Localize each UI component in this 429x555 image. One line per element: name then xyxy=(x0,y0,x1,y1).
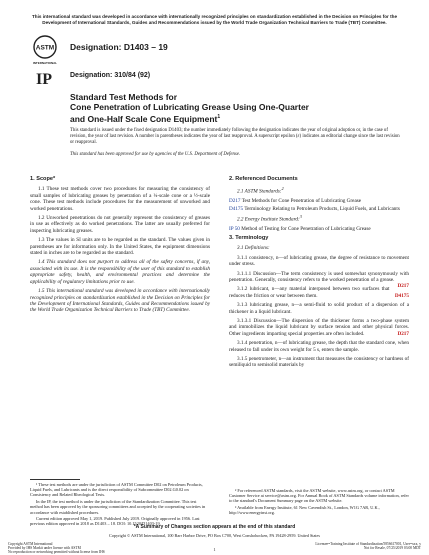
reference-link-ip50[interactable]: IP 50 xyxy=(229,225,240,232)
paragraph-1-5: 1.5 This international standard was developed in accordance with internationally recognized principles on standardization established in the Decision on Principles for the Development of International Standards, Guides and Recommendations issued by the World Trade Organization Technical Barriers to Trade (TBT) Committee. xyxy=(30,288,210,314)
scope-heading: 1. Scope* xyxy=(30,176,56,182)
title-line-1: Standard Test Methods for xyxy=(70,92,178,102)
svg-text:ASTM: ASTM xyxy=(35,44,55,52)
dod-note: This standard has been approved for use by agencies of the U.S. Department of Defense. xyxy=(70,152,241,157)
paragraph-3-1: 3.1 Definitions: xyxy=(237,245,270,252)
paragraph-3-1-1: 3.1.1 consistency, n—of lubricating grease, the degree of resistance to movement under stress. xyxy=(229,254,409,268)
license-right: Licensee=Training Institute of Standardization/5856617001, User=xxx, y Not for Resale, 07/25/2019 03:00 MDT xyxy=(315,542,421,551)
terminology-heading: 3. Terminology xyxy=(229,234,269,241)
svg-text:IP: IP xyxy=(36,71,52,88)
footnote-1b: In the IP, the test method is under the jurisdiction of the Standardization Committee. This test method has been approved by the sponsoring committees and accepted by the cooperating societies in accordance with established procedures. xyxy=(30,499,206,515)
source-flag-d217-2[interactable]: D217 xyxy=(397,330,409,337)
designation-ip: Designation: 310/84 (92) xyxy=(70,72,151,79)
license-left: Copyright ASTM International Provided by IHS Markit under license with ASTM No reproduction or networking permitted without license from IHS xyxy=(8,542,105,555)
reference-d4175: D4175 Terminology Relating to Petroleum Products, Liquid Fuels, and Lubricants xyxy=(229,205,400,212)
energy-institute-heading: 2.2 Energy Institute Standard:$^3$ xyxy=(237,214,302,224)
paragraph-3-1-1-1: 3.1.1.1 Discussion—The term consistency is used somewhat synonymously with penetration. Generally, consistency refers to the worked penetration of a grease. D217 xyxy=(229,270,409,290)
reference-ip50: IP 50 Method of Testing for Cone Penetration of Lubricating Grease xyxy=(229,225,371,232)
footnote-1c: Current edition approved May 1, 2019. Published July 2019. Originally approved in 1956. Last previous edition approved in 2018 as D1403 – 18. DOI: 10.1520/D1403-19. xyxy=(30,516,200,527)
source-flag-d217[interactable]: D217 xyxy=(397,283,409,290)
standard-note: This standard is issued under the fixed designation D1403; the number immediately following the designation indicates the year of original adoption or, in the case of revision, the year of last revision. A number in parentheses indicates the year of last reapproval. A superscript epsilon (ε) indicates an editorial change since the last revision or reapproval. xyxy=(70,128,400,145)
summary-of-changes-note: *A Summary of Changes section appears at the end of this standard xyxy=(133,524,296,530)
referenced-documents-heading: 2. Referenced Documents xyxy=(229,176,298,182)
paragraph-3-1-3-1: 3.1.3.1 Discussion—The dispersion of the thickener forms a two-phase system and immobilizes the liquid lubricant by surface tension and other physical forces. Other ingredients imparting special properties are often included. D217 xyxy=(229,317,409,337)
copyright-line: Copyright © ASTM International, 100 Barr Harbor Drive, PO Box C700, West Conshohocken, PA 19428-2959. United States xyxy=(109,533,320,538)
standard-title xyxy=(70,92,390,124)
footnote-divider-left xyxy=(30,479,80,480)
footnote-2: ² For referenced ASTM standards, visit the ASTM website, www.astm.org, or contact ASTM Customer Service at service@astm.org. For Annual Book of ASTM Standards volume information, refer to the standard's Document Summary page on the ASTM website. xyxy=(229,488,409,504)
right-column xyxy=(229,176,409,372)
astm-logo-icon xyxy=(32,34,58,70)
footnotes-right xyxy=(229,488,409,517)
ip-logo-icon xyxy=(32,68,58,88)
left-column xyxy=(30,176,210,317)
title-line-3: and One-Half Scale Cone Equipment$^1$ xyxy=(70,113,221,124)
reference-link-d217[interactable]: D217 xyxy=(229,197,241,204)
svg-text:INTERNATIONAL: INTERNATIONAL xyxy=(32,61,58,65)
footnote-1: ¹ These test methods are under the jurisdiction of ASTM Committee D02 on Petroleum Products, Liquid Fuels, and Lubricants and is the direct responsibility of Subcommittee D02.G0.02 on Consistency and Related Rheological Tests. xyxy=(30,482,203,498)
footnote-3: ³ Available from Energy Institute, 61 New Cavendish St., London, W1G 7AR, U.K., http://www.energyinst.org. xyxy=(229,505,380,516)
footnotes-left xyxy=(30,482,210,528)
paragraph-3-1-4: 3.1.4 penetration, n—of lubricating grease, the depth that the standard cone, when released to fall under its own weight for 5 s, enters the sample. xyxy=(229,340,409,353)
astm-standards-heading: 2.1 ASTM Standards:$^2$ xyxy=(237,186,284,196)
paragraph-3-1-5: 3.1.5 penetrometer, n—an instrument that measures the consistency or hardness of semiliquid to semisolid materials by xyxy=(229,356,409,369)
paragraph-3-1-3: 3.1.3 lubricating grease, n—a semi-fluid to solid product of a dispersion of a thickener in a liquid lubricant. xyxy=(229,302,409,315)
paragraph-1-1: 1.1 These test methods cover two procedures for measuring the consistency of small samples of lubricating greases by penetration of a ¼-scale cone or a ½-scale cone. These test methods include procedures for the measurement of unworked and worked penetrations. xyxy=(30,186,210,212)
paragraph-1-2: 1.2 Unworked penetrations do not generally represent the consistency of greases in use as effectively as do worked penetrations. The latter are usually preferred for inspecting lubricating greases. xyxy=(30,215,210,234)
reference-link-d4175[interactable]: D4175 xyxy=(229,205,244,212)
reference-d217: D217 Test Methods for Cone Penetration of Lubricating Grease xyxy=(229,197,362,204)
paragraph-3-1-2: 3.1.2 lubricant, n—any material interposed between two surfaces that reduces the friction or wear between them. D4175 xyxy=(229,286,409,299)
paragraph-1-4: 1.4 This standard does not purport to address all of the safety concerns, if any, associated with its use. It is the responsibility of the user of this standard to establish appropriate safety, health, and environmental practices and determine the applicability of regulatory limitations prior to use. xyxy=(30,259,210,285)
page-number: 1 xyxy=(213,547,216,552)
designation: Designation: D1403 – 19 xyxy=(70,42,168,52)
title-line-2: Cone Penetration of Lubricating Grease Using One-Quarter xyxy=(70,102,309,112)
source-flag-d4175[interactable]: D4175 xyxy=(394,292,409,299)
title-footnote-ref: 1 xyxy=(217,114,221,120)
paragraph-1-3: 1.3 The values in SI units are to be regarded as the standard. The values given in parentheses are for information only. In the United States, the equipment dimensions stated in inches are to be regarded as the standard. xyxy=(30,237,210,257)
top-notice: This international standard was developed in accordance with internationally recognized principles on standardization established in the Decision on Principles for the Development of International Standards, Guides and Recommendations issued by the World Trade Organization Technical Barriers to Trade (TBT) Committee. xyxy=(31,14,398,25)
